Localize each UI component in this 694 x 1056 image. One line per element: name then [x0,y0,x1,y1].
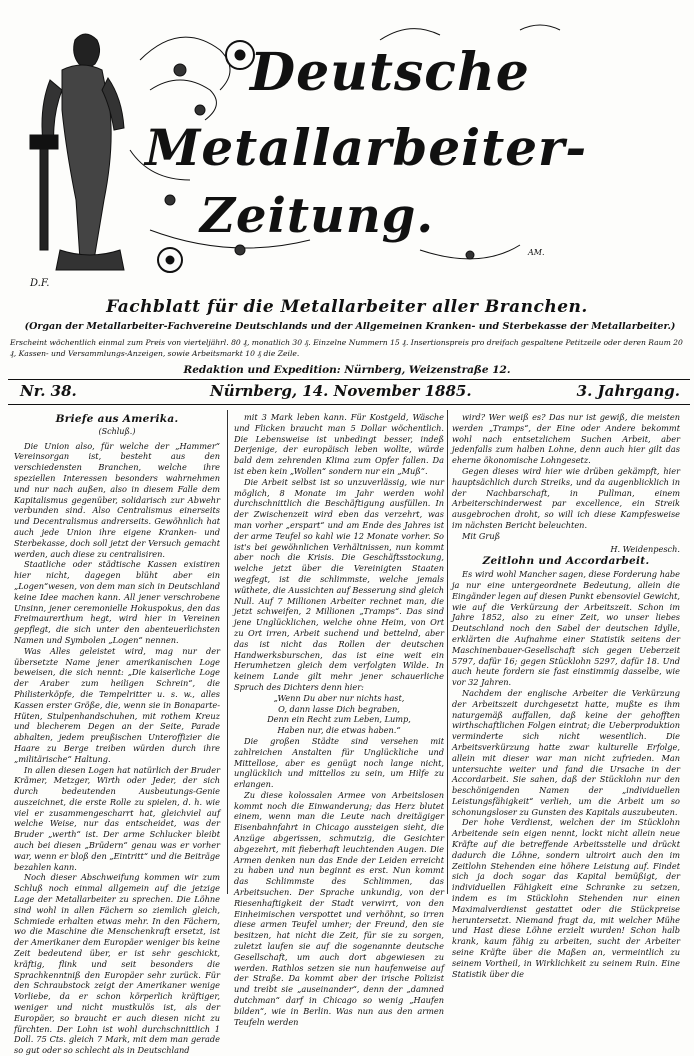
dateline [20,380,680,402]
volume: 3. Jahrgang. [576,382,680,400]
title-line-3: Zeitung. [200,188,435,244]
article-heading: Zeitlohn und Accordarbeit. [482,555,650,568]
column-2 [234,412,444,1027]
paragraph: Die Arbeit selbst ist so unzuverlässig, wie nur möglich, 8 Monate im Jahr werden wohl durchschnittlich die Beschäftigung ausfüllen. In der Zwischenzeit wird eben das verzehrt, was man vorher „erspart“ und am Ende des Jahres ist der arme Teufel so kahl wie 12 Monate vorher. So ist's bei gewöhnlichen Verhältnissen, nun kommt aber noch die Krisis. Die Geschäftsstockung, welche jetzt über die Vereinigten Staaten wegfegt, ist die schlimmste, welche jemals wüthete, die Aussichten auf Besserung sind gleich Null. Auf 7 Millionen Arbeiter rechnet man, die jetzt schweifen, 2 Millionen „Tramps“. Das sind jene Unglücklichen, welche ohne Heim, von Ort zu Ort irren, Arbeit suchend und bettelnd, aber das ist nicht das Rollen der deutschen Handwerksburschen, das ist eine weit ein Herumhetzen gleich dem verfolgten Wilde. In keinem Lande gilt mehr jener schauerliche Spruch des Dichters denn hier: [234,476,444,692]
issue-number: Nr. 38. [20,382,77,400]
paragraph: In allen diesen Logen hat natürlich der Bruder Krämer, Metzger, Wirth oder Jeder, der sich durch bedeutenden Ausbeutungs-Genie auszeichnet, die erste Rolle zu spielen, d. h. wie viel er zusammengescharrt hat, gleichviel auf welche Weise, nur das entscheidet, was der Bruder „werth“ ist. Der arme Schlucker bleibt auch bei diesen „Brüdern“ genau was er vorher war, wenn er bloß den „Eintritt“ und die Beiträge bezahlen kann. [14,764,220,872]
masthead [0,0,694,300]
verse-line: „Wenn Du aber nur nichts hast, [273,692,405,703]
artist-signature-right: AM. [528,248,545,257]
artist-signature-left: D.F. [30,278,50,289]
paragraph: Gegen dieses wird hier wie drüben gekämpft, hier hauptsächlich durch Streiks, und da augenblicklich in der Nachbarschaft, in Pullman, einem Arbeiterschinderwest par excellence, ein Streik ausgebrochen droht, so will ich diese Kampfesweise im nächsten Bericht beleuchten. [452,465,680,530]
subscription-terms: Erscheint wöchentlich einmal zum Preis von vierteljährl. 80 ₰, monatlich 30 ₰. Einzelne Nummern 15 ₰. Insertionspreis pro dreifach gespaltene Petitzeile oder deren Raum 20 ₰, Kassen- und Versammlungs-Anzeigen, sowie Arbeitsmarkt 10 ₰ die Zeile. [10,338,683,358]
organ-line: (Organ der Metallarbeiter-Fachvereine Deutschlands und der Allgemeinen Kranken- und Sterbekasse der Metallarbeiter.) [24,321,676,332]
verse-line: O, dann lasse Dich begraben, [278,703,400,714]
paragraph: Staatliche oder städtische Kassen existiren hier nicht, dagegen blüht aber ein „Logen“wesen, von dem man sich in Deutschland keine Idee machen kann. All jener verschrobene Unsinn, jener ceremonielle Hokuspokus, den das Freimaurerthum hegt, wird hier in Vereinen gepflegt, die sich unter den abenteuerlichsten Namen und Symbolen „Logen“ nennen. [14,559,220,645]
paragraph: Es wird wohl Mancher sagen, diese Forderung habe ja nur eine untergeordnete Bedeutung, allein die Eingänder legen auf diesen Punkt ebensoviel Gewicht, wie auf die Verkürzung der Arbeitszeit. Schon im Jahre 1852, also zu einer Zeit, wo unser liebes Deutschland noch den Sabel der deutschen Idylle, erklärten die Aufnahme einer Statistik seitens der Maschinenbauer-Gesellschaft sich gegen Ueberzeit 5797, dafür 16; gegen Stücklohn 5297, dafür 18. Und auch heute fordern sie fast einstimmig dasselbe, wie vor 32 Jahren. [452,569,680,688]
verse-line: Denn ein Recht zum Leben, Lump, [267,714,411,725]
paragraph: wird? Wer weiß es? Das nur ist gewiß, die meisten werden „Tramps“, der Eine oder Andere bekommt wohl nach entsetzlichem Suchen Arbeit, aber jedenfalls zum halben Lohne, denn auch hier gilt das eherne ökonomische Lohngesetz. [452,412,680,466]
issue-date: Nürnberg, 14. November 1885. [210,382,472,400]
author-signature: H. Weidenpesch. [610,543,680,554]
column-divider [447,410,448,894]
paragraph: Die großen Städte sind versehen mit zahlreichen Anstalten für Unglückliche und Mittellose, aber es genügt noch lange nicht, unglücklich und mittellos zu sein, um Hilfe zu erlangen. [234,735,444,790]
title-line-1: Deutsche [250,42,530,103]
verse-line: Haben nur, die etwas haben.“ [277,725,401,736]
paragraph: Nachdem der englische Arbeiter die Verkürzung der Arbeitszeit durchgesetzt hatte, mußte es ihm naturgemäß auffallen, daß keine der gehofften wirthschaftlichen Folgen eintrat; die Ueberproduktion verminderte sich nicht wesentlich. Die Arbeitsverkürzung hatte zwar kulturelle Erfolge, allein mit dieser war man nicht zufrieden. Man untersuchte weiter und fand die Ursache in der Accordarbeit. Sie sahen, daß der Stücklohn nur den beschönigenden Namen der „individuellen Leistungsfähigkeit“ verlieh, um die Arbeit um so schonungsloser zu Gunsten des Kapitals auszubeuten. [452,687,680,817]
column-3 [452,412,680,979]
paragraph: Noch dieser Abschweifung kommen wir zum Schluß noch einmal allgemein auf die jetzige Lage der Metallarbeiter zu sprechen. Die Löhne sind wohl in allen Fächern so ziemlich gleich, Schmiede erhalten etwas mehr. In den Fächern, wo die Maschine die Menschenkraft ersetzt, ist der Amerikaner dem Europäer weniger bis keine Zeit bedeutend über, er ist sehr geschickt, kräftig, flink und seit besonders die Sprachkenntniß den Europäer sehr zurück. Für den Schraubstock zeigt der Amerikaner wenige Vorliebe, da er schon körperlich kräftiger, weniger und nicht mustkulös ist, als der Europäer, so braucht er auch diesen nicht zu fürchten. Der Lohn ist wohl durchschnittlich 1 Doll. 75 Cts. gleich 7 Mark, mit dem man gerade so gut oder so schlecht als in Deutschland [14,872,220,1056]
title-line-2: Metallarbeiter- [145,118,588,177]
article-heading: Briefe aus Amerika. [55,413,179,425]
paragraph: Mit Gruß [462,530,501,541]
paragraph: Der hohe Verdienst, welchen der im Stücklohn Arbeitende sein eigen nennt, lockt nicht allein neue Kräfte auf die betreffende Arbeitsstelle und drückt dadurch die Löhne, sondern ultroirt auch den im Zeitlohn Stehenden eine höhere Leistung auf. Findet sich ja doch sogar das Kapital bemüßigt, der individuellen Fähigkeit eine Schranke zu setzen, indem es im Stücklohn Stehenden nur einen Maximalverdienst gestattet oder die Stückpreise heruntersetzt. Niemand fragt da, mit welcher Mühe und Hast diese Löhne erzielt wurden! Schon halb krank, kaum fähig zu arbeiten, sucht der Arbeiter seine Kräfte über die Maßen an, vermeintlich zu seinem Vortheil, in Wirklichkeit zu seinem Ruin. Eine Statistik über die [452,817,680,979]
column-divider [227,410,228,894]
article-subheading: (Schluß.) [98,426,136,436]
paragraph: Was Alles geleistet wird, mag nur der übersetzte Name jener amerikanischen Loge beweisen, die sich nennt: „Die kaiserliche Loge der Araber zum heiligen Schrein“, die Philisterköpfe, die Tempelritter u. s. w., alles Kassen erster Größe, die, wenn sie in Bonaparte-Hüten, Stulpenhandschuhen, mit rothem Kreuz und blecherem Degen an der Seite, Parade abhalten, jedem preußischen Unteroffizier die Haare zu Berge treiben würden durch ihre „militärische“ Haltung. [14,645,220,764]
subtitle: Fachblatt für die Metallarbeiter aller Branchen. [106,297,588,317]
bottom-rule [8,404,690,405]
column-1 [14,412,220,1056]
redaktion-line: Redaktion und Expedition: Nürnberg, Weizenstraße 12. [183,364,511,376]
paragraph: Zu diese kolossalen Armee von Arbeitslosen kommt noch die Einwanderung; das Herz blutet einem, wenn man die Leute nach dreitägiger Eisenbahnfahrt in Chicago aussteigen sieht, die Anzüge abgerissen, schmutzig, die Gesichter abgezehrt, mit fieberhaft leuchtenden Augen. Die Armen denken nun das Ende der Leiden erreicht zu haben und nun beginnt es erst. Nun kommt das Schlimmste des Schlimmen, das Arbeitsuchen. Der Sprache unkundig, von der Riesenhaftigkeit der Stadt verwirrt, von den Einheimischen verspottet und verhöhnt, so irren diese armen Teufel umher; der Freund, den sie besitzen, hat nicht die Zeit, für sie zu sorgen, zuletzt laufen sie auf die sogenannte deutsche Gesellschaft, um auch dort abgewiesen zu werden. Rathlos setzen sie nun haufenweise auf der Straße. Da kommt aber der irische Polizist und treibt sie „auseinander“, denn der „damned dutchman“ darf in Chicago so wenig „Haufen bilden“, wie in Berlin. Was nun aus den armen Teufeln werden [234,789,444,1027]
paragraph: Die Union also, für welche der „Hammer“ Vereinsorgan ist, besteht aus den verschiedensten Branchen, welche ihre speziellen Interessen besonders wahrnehmen und nur nach außen, also in diesem Falle dem Kapitalismus gegenüber, solidarisch zur Abwehr verbunden sind. Also Centralismus einerseits und Decentralismus andrerseits. Gewöhnlich hat auch jede Union ihre eigene Kranken- und Sterbekasse, doch soll jetzt der Versuch gemacht werden, auch diese zu centralisiren. [14,440,220,559]
paragraph: mit 3 Mark leben kann. Für Kostgeld, Wäsche und Flicken braucht man 5 Dollar wöchentlich. Die Lebensweise ist unbedingt besser, indeß Derjenige, der europäisch leben wollte, würde bald dem zehrenden Klima zum Opfer fallen. Da ist eben kein „Wollen“ sondern nur ein „Muß“. [234,412,444,476]
